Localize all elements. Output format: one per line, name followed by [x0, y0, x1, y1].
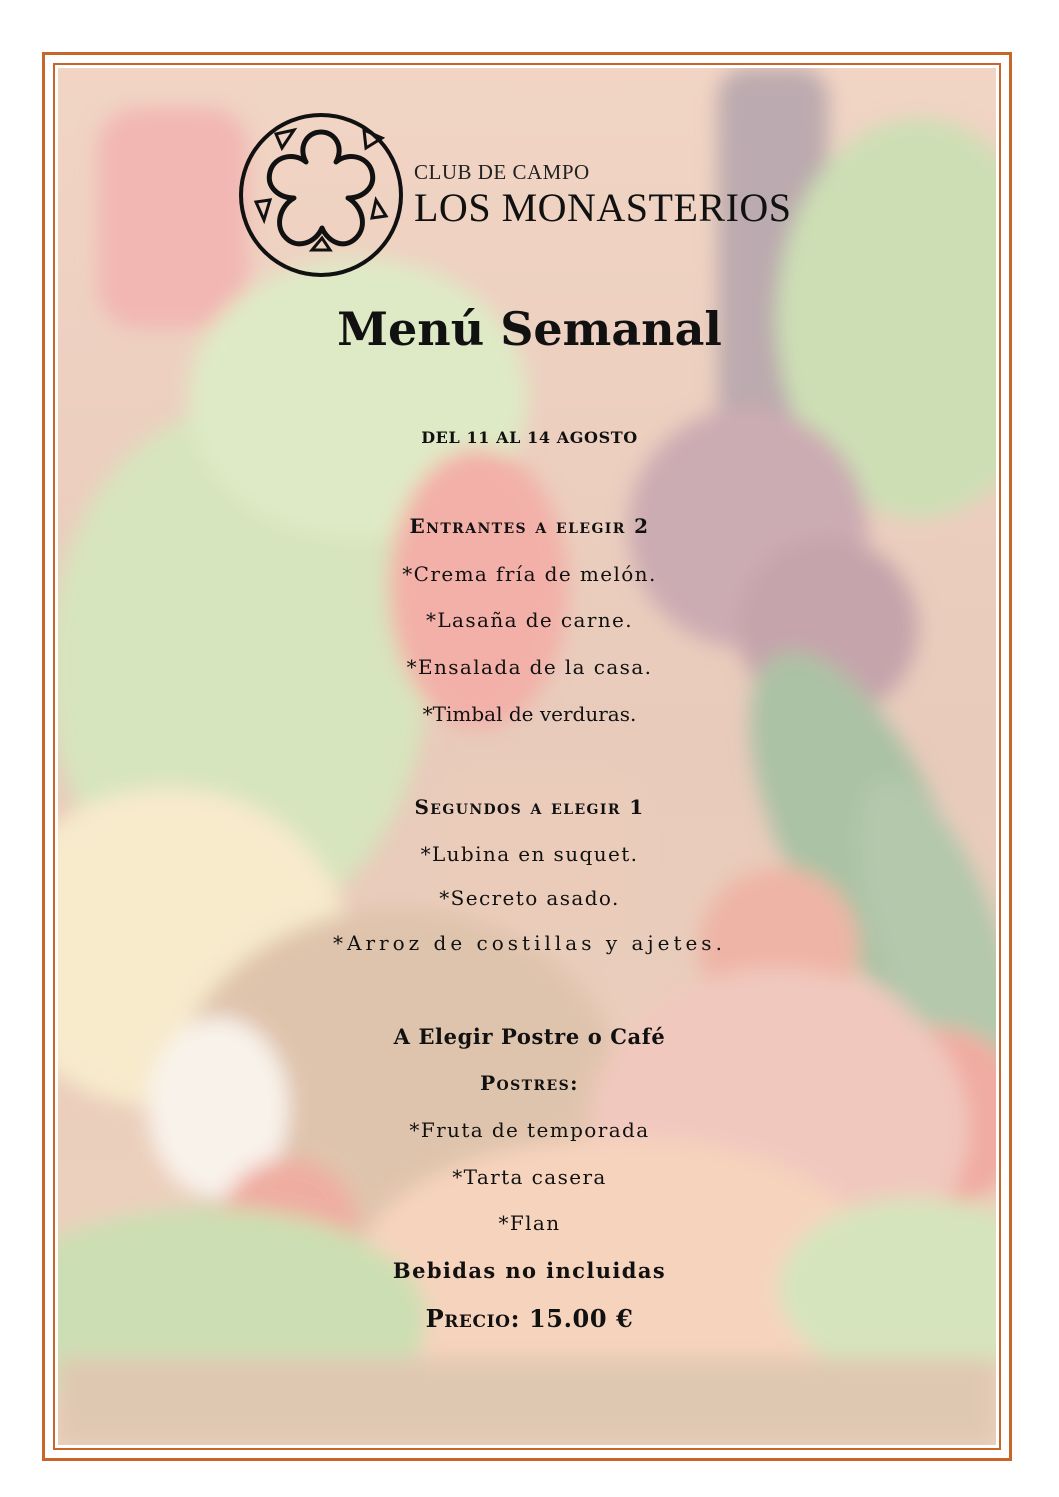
postre-item: *Tarta casera [452, 1165, 607, 1189]
postre-item: *Fruta de temporada [409, 1118, 650, 1142]
postre-o-cafe-heading: A Elegir Postre o Café [393, 1024, 666, 1049]
postres-heading: Postres: [480, 1071, 579, 1095]
entrante-item: *Crema fría de melón. [402, 562, 657, 586]
entrante-item: *Ensalada de la casa. [406, 655, 653, 679]
drinks-note: Bebidas no incluidas [392, 1258, 667, 1283]
brand-name: LOS MONASTERIOS [414, 185, 792, 230]
page-title: Menú Semanal [337, 302, 722, 356]
entrantes-heading: Entrantes a elegir 2 [409, 514, 650, 538]
segundos-heading: Segundos a elegir 1 [414, 795, 645, 819]
entrante-item: *Timbal de verduras. [422, 702, 637, 726]
price: Precio: 15.00 € [425, 1304, 634, 1333]
entrante-item: *Lasaña de carne. [425, 608, 634, 632]
segundo-item: *Arroz de costillas y ajetes. [333, 931, 726, 955]
postre-item: *Flan [498, 1211, 561, 1235]
segundo-item: *Lubina en suquet. [420, 842, 639, 866]
inner-border [53, 63, 1001, 1450]
segundo-item: *Secreto asado. [439, 886, 620, 910]
club-logo-emblem-icon [236, 110, 406, 280]
date-range: DEL 11 AL 14 AGOSTO [421, 428, 638, 447]
brand-small-line: CLUB DE CAMPO [414, 160, 590, 184]
